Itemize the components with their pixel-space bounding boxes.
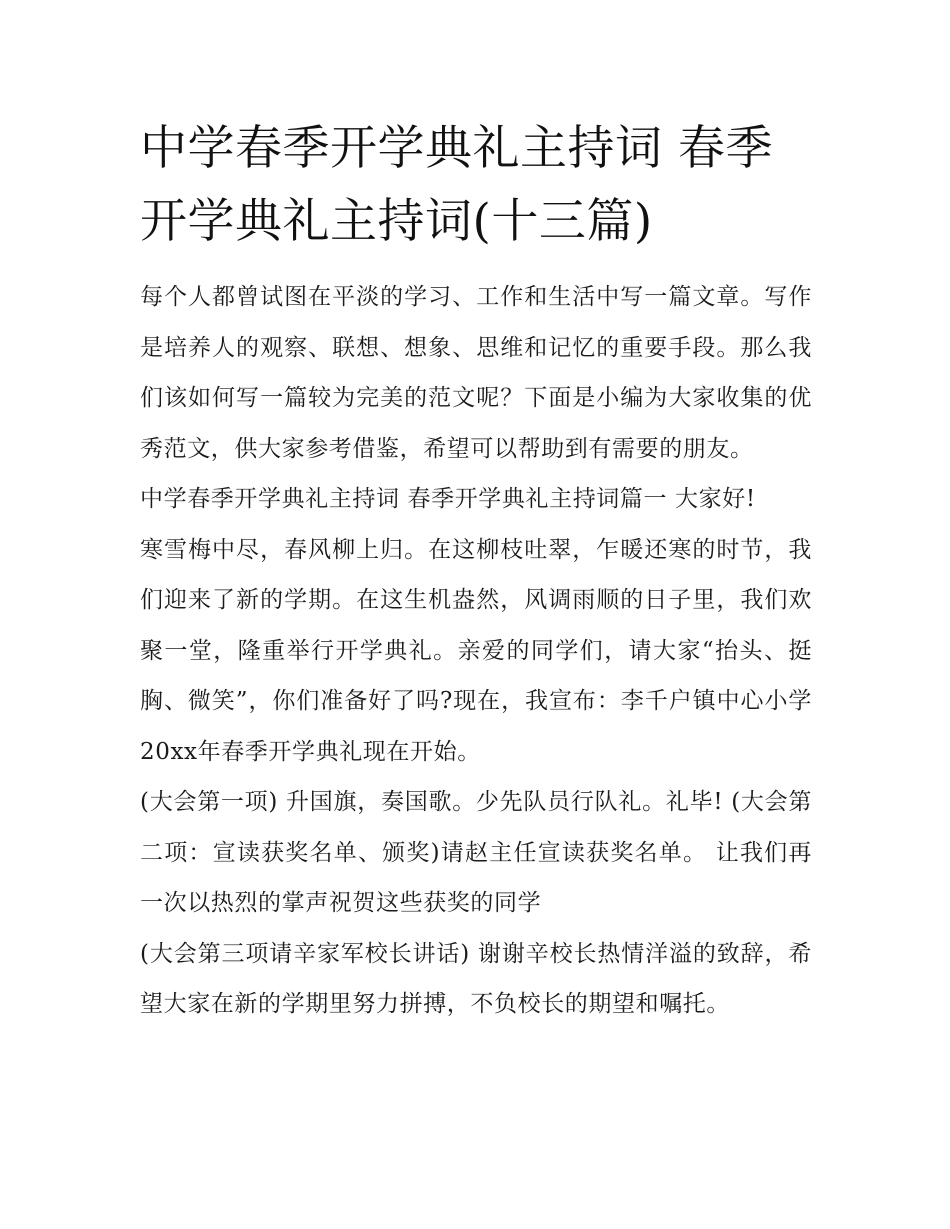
paragraph-agenda-1-2: (大会第一项) 升国旗，奏国歌。少先队员行队礼。礼毕! (大会第二项：宣读获奖名单、颁奖)请赵主任宣读获奖名单。 让我们再一次以热烈的掌声祝贺这些获奖的同学 <box>140 789 812 916</box>
paragraph-greeting: 中学春季开学典礼主持词 春季开学典礼主持词篇一 大家好! <box>140 486 756 512</box>
paragraph-agenda-3: (大会第三项请辛家军校长讲话) 谢谢辛校长热情洋溢的致辞，希望大家在新的学期里努力拼搏，不负校长的期望和嘱托。 <box>140 940 812 1017</box>
document-page <box>140 112 812 1030</box>
document-title: 中学春季开学典礼主持词 春季开学典礼主持词(十三篇) <box>140 121 773 249</box>
paragraph-intro: 每个人都曾试图在平淡的学习、工作和生活中写一篇文章。写作是培养人的观察、联想、想象、思维和记忆的重要手段。那么我们该如何写一篇较为完美的范文呢？下面是小编为大家收集的优秀范文，供大家参考借鉴，希望可以帮助到有需要的朋友。 <box>140 284 812 462</box>
paragraph-opening: 寒雪梅中尽，春风柳上归。在这柳枝吐翠，乍暖还寒的时节，我们迎来了新的学期。在这生机盎然，风调雨顺的日子里，我们欢聚一堂，隆重举行开学典礼。亲爱的同学们，请大家“抬头、挺胸、微笑”，你们准备好了吗?现在，我宣布：李千户镇中心小学20xx年春季开学典礼现在开始。 <box>140 536 812 765</box>
document-body <box>140 272 812 1030</box>
